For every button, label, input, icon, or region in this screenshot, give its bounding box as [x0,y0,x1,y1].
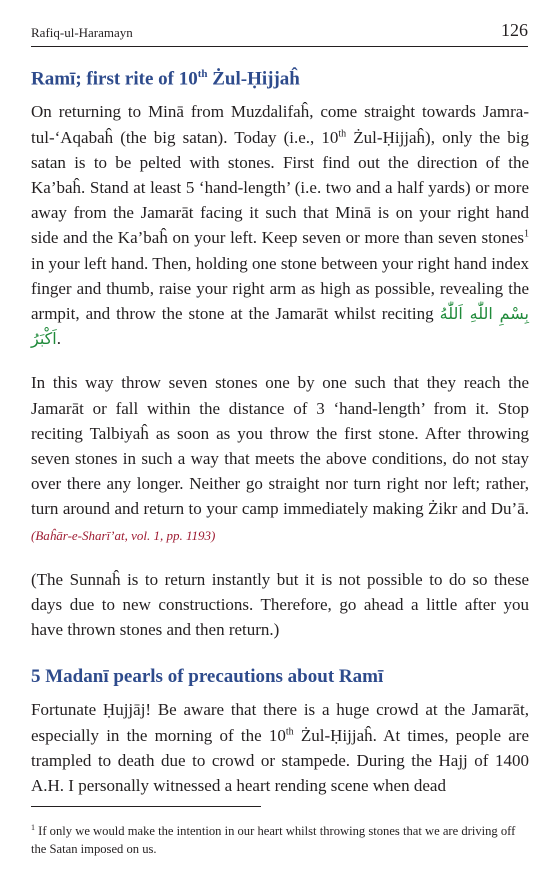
paragraph-text: in your left hand. Then, holding one stone between your right hand index finger and thumb, raise your right arm as high as possible, revealing the armpit, and throw the stone at the Jamarāt whilst reciting [31,253,529,323]
heading-superscript: th [197,68,208,80]
paragraph-rami-instructions [31,99,529,351]
ordinal-superscript: th [285,725,294,737]
footnote-marker: 1 [524,228,529,240]
section-gap [31,655,529,665]
running-title: Rafiq-ul-Haramayn [31,25,133,40]
footnote [31,819,529,858]
page-header [31,18,528,48]
paragraph-seven-stones [31,370,529,547]
footnote-number: 1 [31,823,35,832]
page-content [31,62,529,811]
footnote-rule [31,806,261,807]
header-rule [31,46,528,47]
paragraph-text-end: . [56,329,61,349]
paragraph-text: Żul-Ḥijjaĥ), only the big satan is to be pelted with stones. First find out the direction of the Ka’baĥ. Stand at least 5 ‘hand-length’ (i.e. two and a half yards) or more away from the Jamarāt facing it such that Minā is on your right hand side and the Ka’baĥ on your left. Keep seven or more than seven stones [31,127,530,248]
heading-text: Ramī; first rite of 10 [31,68,198,90]
section-heading-precautions: 5 Madanī pearls of precautions about Ramī [31,666,384,688]
footnote-text: If only we would make the intention in our heart whilst throwing stones that we are driving off the Satan imposed on us. [31,824,516,857]
arabic-recitation: بِسْمِ اللّٰهِ اَللّٰهُ اَكْبَرُ [31,303,529,349]
section-heading-rami [31,62,529,91]
paragraph-text: Fortunate Ḥujjāj! Be aware that there is a huge crowd at the Jamarāt, especially in the morning of the 10 [31,700,529,745]
page-number: 126 [501,20,528,40]
ordinal-superscript: th [338,127,347,139]
heading-text-end: Żul-Ḥijjaĥ [207,68,300,90]
paragraph-text: Żul-Ḥijjaĥ. At times, people are trampled to death due to crowd or stampede. During the Hajj of 1400 A.H. I personally witnessed a heart rending scene when dead [31,725,529,795]
paragraph-sunnah-note: (The Sunnaĥ is to return instantly but it is not possible to do so these days due to new constructions. Therefore, go ahead a little after you have thrown stones and then return.) [31,569,529,640]
paragraph-precautions [31,697,529,798]
paragraph-text: On returning to Minā from Muzdalifaĥ, come straight towards Jamra-tul-‘Aqabaĥ (the big satan). Today (i.e., 10 [31,102,529,147]
paragraph-text: In this way throw seven stones one by one such that they reach the Jamarāt or fall within the distance of 3 ‘hand-length’ from it. Stop reciting Talbiyaĥ as soon as you throw the first stone. After throwing seven stones in such a way that meets the above conditions, do not stay over there any longer. Neither go straight nor turn right nor left; rather, turn around and return to your camp immediately making Żikr and Du’ā. [31,373,529,519]
reference-citation: (Baĥār-e-Sharī’at, vol. 1, pp. 1193) [31,527,216,543]
